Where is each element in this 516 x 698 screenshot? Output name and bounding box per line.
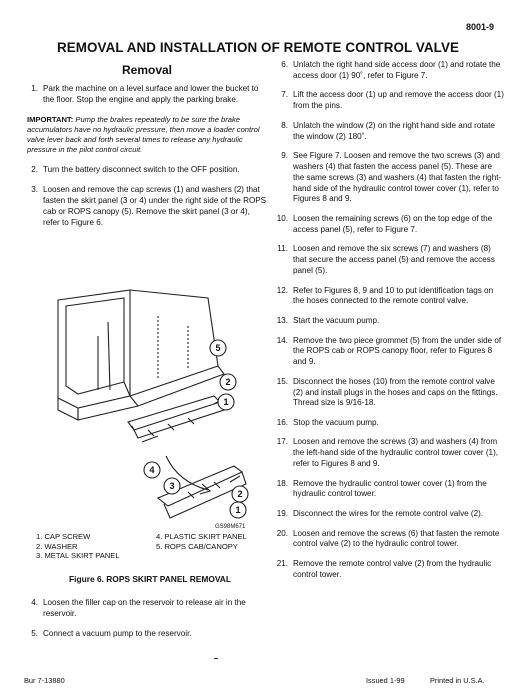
step-12: 12. Refer to Figures 8, 9 and 10 to put identification tags on the hoses connected to the remote control valve.: [276, 285, 494, 306]
step-10: 10. Loosen the remaining screws (6) on the top edge of the access panel (5), refer to Figure 7.: [276, 213, 493, 234]
callout-2b-label: 2: [237, 489, 243, 499]
step-14: 14. Remove the two piece grommet (5) from the under side of the ROPS cab or ROPS canopy floor, refer to Figures 8 and 9.: [276, 335, 502, 367]
legend-row: 1. CAP SCREW 4. PLASTIC SKIRT PANEL: [36, 532, 247, 541]
callout-1b-label: 1: [235, 505, 241, 515]
step-3: 3. Loosen and remove the cap screws (1) and washers (2) that fasten the skirt panel (3 or 4) under the right side of the ROPS cab or ROPS canopy (5). Remove the skirt panel (3 or 4), refer to Figure 6.: [31, 185, 267, 227]
important-note: IMPORTANT: Pump the brakes repeatedly to be sure the brake accumulators have no hydraulic pressure, then move a loader control valve lever back and forth several times to release any hydraulic pressure in the pilot control circuit.: [27, 114, 260, 155]
step-1: 1. Park the machine on a level surface and lower the bucket to the floor. Stop the engine and apply the parking brake.: [31, 84, 259, 104]
footer-printed: Printed in U.S.A.: [430, 676, 485, 685]
figure-legend: [36, 532, 276, 561]
step-18: 18. Remove the hydraulic control tower cover (1) from the hydraulic control tower.: [276, 478, 487, 499]
step-2: 2. Turn the battery disconnect switch to the OFF position.: [31, 165, 240, 175]
callout-2a-label: 2: [225, 377, 231, 387]
step-19: 19. Disconnect the wires for the remote control valve (2).: [276, 509, 484, 519]
step-9: 9. See Figure 7. Loosen and remove the two screws (3) and washers (4) that fasten the access panel (5). These are the same screws (3) and washers (4) that fasten the right-hand side of the hydraulic control tower cover (1), refer to Figures 8 and 9.: [281, 151, 502, 204]
page-title: REMOVAL AND INSTALLATION OF REMOTE CONTROL VALVE: [56, 40, 460, 55]
legend-row: 2. WASHER 5. ROPS CAB/CANOPY: [36, 541, 238, 551]
figure-caption: Figure 6. ROPS SKIRT PANEL REMOVAL: [69, 574, 231, 584]
section-heading: Removal: [121, 63, 173, 77]
step-11: 11. Loosen and remove the six screws (7) and washers (8) that secure the access panel (5) and remove the access panel (5).: [277, 244, 495, 275]
step-4: 4. Loosen the filler cap on the reservoir to release air in the reservoir.: [31, 598, 246, 618]
callout-4-label: 4: [149, 465, 155, 475]
step-17: 17. Loosen and remove the screws (3) and washers (4) from the left-hand side of the hydraulic control tower cover (1), refer to Figures 8 and 9.: [276, 437, 499, 469]
divider-mark: [214, 658, 218, 659]
step-6: 6. Unlatch the right hand side access door (1) and rotate the access door (1) 90˚, refer to Figure 7.: [281, 60, 501, 80]
step-21: 21. Remove the remote control valve (2) from the hydraulic control tower.: [276, 559, 492, 579]
rops-skirt-drawing: [38, 286, 266, 532]
page-number: 8001-9: [465, 22, 494, 32]
step-20: 20. Loosen and remove the screws (6) that fasten the remote control valve (2) to the hydraulic control tower.: [276, 528, 500, 549]
callout-5-label: 5: [215, 343, 221, 353]
right-column: [276, 60, 504, 589]
legend-row: 3. METAL SKIRT PANEL: [36, 551, 120, 561]
callout-1a-label: 1: [223, 397, 229, 407]
footer-issued: Issued 1-99: [366, 676, 405, 685]
left-column: [27, 84, 267, 237]
callout-3-label: 3: [169, 481, 175, 491]
footer-doc-number: Bur 7-13880: [24, 676, 65, 685]
step-8: 8. Unlatch the window (2) on the right hand side and rotate the window (2) 180˚.: [281, 120, 495, 141]
left-column-lower: [27, 598, 267, 648]
step-15: 15. Disconnect the hoses (10) from the remote control valve (2) and install plugs in the hoses and caps on the fittings. Thread size is 9/16-18.: [276, 376, 498, 408]
figure-id: GS98M671: [215, 524, 246, 530]
step-7: 7. Lift the access door (1) up and remove the access door (1) from the pins.: [281, 90, 504, 111]
step-5: 5. Connect a vacuum pump to the reservoir.: [31, 628, 192, 638]
step-13: 13. Start the vacuum pump.: [276, 315, 380, 325]
step-16: 16. Stop the vacuum pump.: [276, 417, 379, 427]
figure-6-illustration: [38, 286, 266, 532]
